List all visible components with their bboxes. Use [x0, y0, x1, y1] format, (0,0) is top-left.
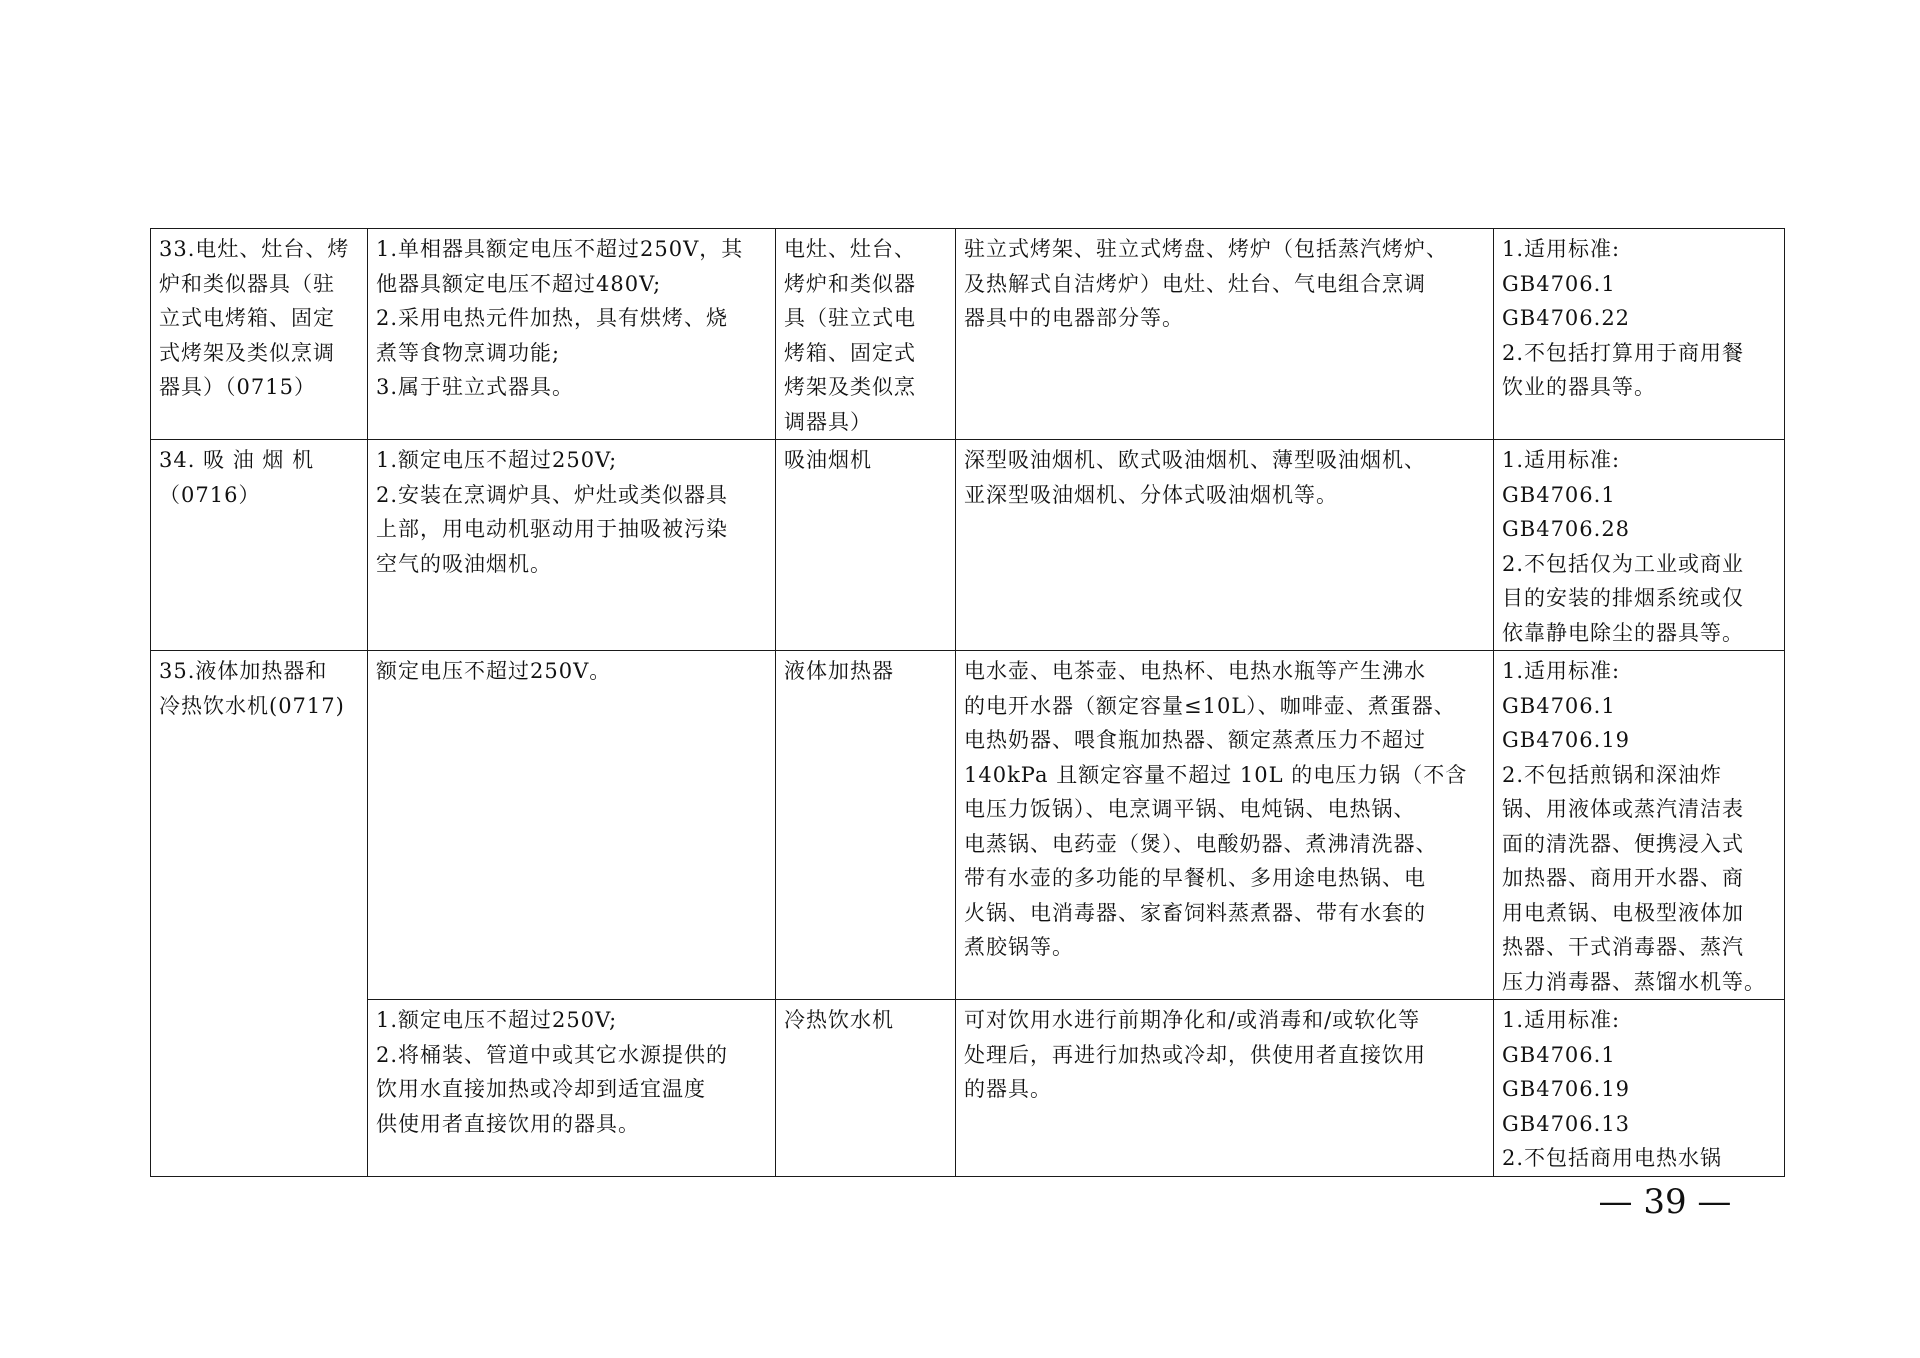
cell-text-line: 炉和类似器具（驻: [159, 271, 335, 296]
product-catalog-table: [150, 228, 1785, 1177]
cell-text-line: 冷热饮水机: [784, 1008, 894, 1032]
cell-text-line: 及热解式自洁烤炉）电灶、灶台、气电组合烹调: [964, 271, 1426, 296]
notes-cell: [1494, 229, 1785, 440]
product-cell: [776, 651, 956, 1000]
cell-text-line: 供使用者直接饮用的器具。: [376, 1111, 640, 1136]
cell-text-line: 烤架及类似烹: [784, 375, 916, 399]
cell-text-line: 电灶、灶台、: [784, 237, 916, 261]
cell-text-line: 33.电灶、灶台、烤: [159, 237, 350, 261]
cell-text-line: 液体加热器: [784, 659, 894, 683]
cell-text-line: 具（驻立式电: [784, 306, 916, 330]
cell-text-line: 34. 吸 油 烟 机: [159, 448, 315, 472]
cell-text-line: 2.不包括商用电热水锅: [1502, 1146, 1723, 1170]
definition-cell: [368, 651, 776, 1000]
cell-text-line: 驻立式烤架、驻立式烤盘、烤炉（包括蒸汽烤炉、: [964, 237, 1448, 261]
cell-text-line: 深型吸油烟机、欧式吸油烟机、薄型吸油烟机、: [964, 448, 1426, 472]
table-row-33: [151, 229, 1785, 440]
cell-text-line: 煮胶锅等。: [964, 935, 1074, 959]
cell-text-line: 器具中的电器部分等。: [964, 306, 1184, 330]
cell-text-line: 140kPa 且额定容量不超过 10L 的电压力锅（不含: [964, 762, 1468, 787]
cell-text-line: 2.不包括打算用于商用餐: [1502, 340, 1745, 365]
category-cell: [151, 229, 368, 440]
cell-text-line: 电压力饭锅）、电烹调平锅、电炖锅、电热锅、: [964, 797, 1416, 821]
cell-text-line: 目的安装的排烟系统或仅: [1502, 586, 1744, 610]
page-number: — 39 —: [1598, 1182, 1732, 1222]
cell-text-line: 锅、用液体或蒸汽清洁表: [1502, 797, 1744, 821]
cell-text-line: 电蒸锅、电药壶（煲）、电酸奶器、煮沸清洗器、: [964, 831, 1438, 856]
cell-text-line: 吸油烟机: [784, 448, 872, 472]
cell-text-line: 额定电压不超过250V。: [376, 659, 612, 683]
definition-cell: [368, 440, 776, 651]
cell-text-line: 2.采用电热元件加热，具有烘烤、烧: [376, 306, 729, 330]
definition-cell: [368, 1000, 776, 1177]
product-cell: [776, 1000, 956, 1177]
definition-cell: [368, 229, 776, 440]
cell-text-line: 带有水壶的多功能的早餐机、多用途电热锅、电: [964, 866, 1426, 890]
cell-text-line: 调器具）: [784, 409, 872, 434]
cell-text-line: 1.适用标准:: [1502, 1008, 1621, 1032]
notes-cell: [1494, 651, 1785, 1000]
cell-text-line: GB4706.19: [1502, 728, 1631, 752]
cell-text-line: 的器具。: [964, 1077, 1052, 1101]
cell-text-line: 烤箱、固定式: [784, 340, 916, 365]
cell-text-line: 2.不包括仅为工业或商业: [1502, 551, 1745, 576]
cell-text-line: 的电开水器（额定容量≤10L）、咖啡壶、煮蛋器、: [964, 693, 1456, 718]
cell-text-line: 处理后，再进行加热或冷却，供使用者直接饮用: [964, 1042, 1426, 1067]
cell-text-line: 1.适用标准:: [1502, 448, 1621, 472]
cell-text-line: 热器、干式消毒器、蒸汽: [1502, 935, 1744, 959]
cell-text-line: 烤炉和类似器: [784, 271, 916, 296]
cell-text-line: GB4706.1: [1502, 693, 1616, 718]
cell-text-line: 1.适用标准:: [1502, 237, 1621, 261]
cell-text-line: 1.额定电压不超过250V;: [376, 1008, 618, 1032]
cell-text-line: 2.不包括煎锅和深油炸: [1502, 762, 1723, 787]
cell-text-line: 压力消毒器、蒸馏水机等。: [1502, 969, 1766, 994]
cell-text-line: 加热器、商用开水器、商: [1502, 866, 1744, 890]
cell-text-line: 可对饮用水进行前期净化和/或消毒和/或软化等: [964, 1008, 1421, 1032]
cell-text-line: 1.额定电压不超过250V;: [376, 448, 618, 472]
category-cell: [151, 440, 368, 651]
cell-text-line: 3.属于驻立式器具。: [376, 375, 575, 399]
cell-text-line: 2.安装在烹调炉具、炉灶或类似器具: [376, 482, 729, 507]
category-cell: [151, 651, 368, 1177]
cell-text-line: 1.适用标准:: [1502, 659, 1621, 683]
examples-cell: [956, 440, 1494, 651]
cell-text-line: 面的清洗器、便携浸入式: [1502, 831, 1744, 856]
product-cell: [776, 229, 956, 440]
cell-text-line: GB4706.1: [1502, 1042, 1616, 1067]
cell-text-line: 器具）（0715）: [159, 375, 316, 399]
examples-cell: [956, 651, 1494, 1000]
cell-text-line: 电热奶器、喂食瓶加热器、额定蒸煮压力不超过: [964, 728, 1426, 752]
table-row-34: [151, 440, 1785, 651]
cell-text-line: 饮业的器具等。: [1502, 375, 1656, 399]
cell-text-line: 亚深型吸油烟机、分体式吸油烟机等。: [964, 482, 1338, 507]
notes-cell: [1494, 440, 1785, 651]
product-cell: [776, 440, 956, 651]
cell-text-line: 上部，用电动机驱动用于抽吸被污染: [376, 517, 728, 541]
cell-text-line: 立式电烤箱、固定: [159, 306, 335, 330]
cell-text-line: 火锅、电消毒器、家畜饲料蒸煮器、带有水套的: [964, 900, 1426, 925]
cell-text-line: GB4706.28: [1502, 517, 1631, 541]
cell-text-line: GB4706.19: [1502, 1077, 1631, 1101]
examples-cell: [956, 1000, 1494, 1177]
cell-text-line: 饮用水直接加热或冷却到适宜温度: [376, 1077, 706, 1101]
cell-text-line: 电水壶、电茶壶、电热杯、电热水瓶等产生沸水: [964, 659, 1426, 683]
cell-text-line: 用电煮锅、电极型液体加: [1502, 900, 1744, 925]
examples-cell: [956, 229, 1494, 440]
cell-text-line: GB4706.13: [1502, 1111, 1631, 1136]
table-row-35-water-dispenser: [151, 1000, 1785, 1177]
cell-text-line: 冷热饮水机(0717): [159, 693, 345, 718]
table-row-35-liquid-heater: [151, 651, 1785, 1000]
cell-text-line: 他器具额定电压不超过480V;: [376, 271, 662, 296]
cell-text-line: 煮等食物烹调功能;: [376, 340, 561, 365]
cell-text-line: 依靠静电除尘的器具等。: [1502, 620, 1744, 645]
cell-text-line: 2.将桶装、管道中或其它水源提供的: [376, 1042, 729, 1067]
cell-text-line: 空气的吸油烟机。: [376, 551, 552, 576]
cell-text-line: GB4706.1: [1502, 271, 1616, 296]
notes-cell: [1494, 1000, 1785, 1177]
cell-text-line: 1.单相器具额定电压不超过250V，其: [376, 237, 744, 261]
cell-text-line: GB4706.22: [1502, 306, 1631, 330]
cell-text-line: GB4706.1: [1502, 482, 1616, 507]
cell-text-line: 式烤架及类似烹调: [159, 340, 335, 365]
cell-text-line: （0716）: [159, 482, 261, 507]
cell-text-line: 35.液体加热器和: [159, 659, 328, 683]
